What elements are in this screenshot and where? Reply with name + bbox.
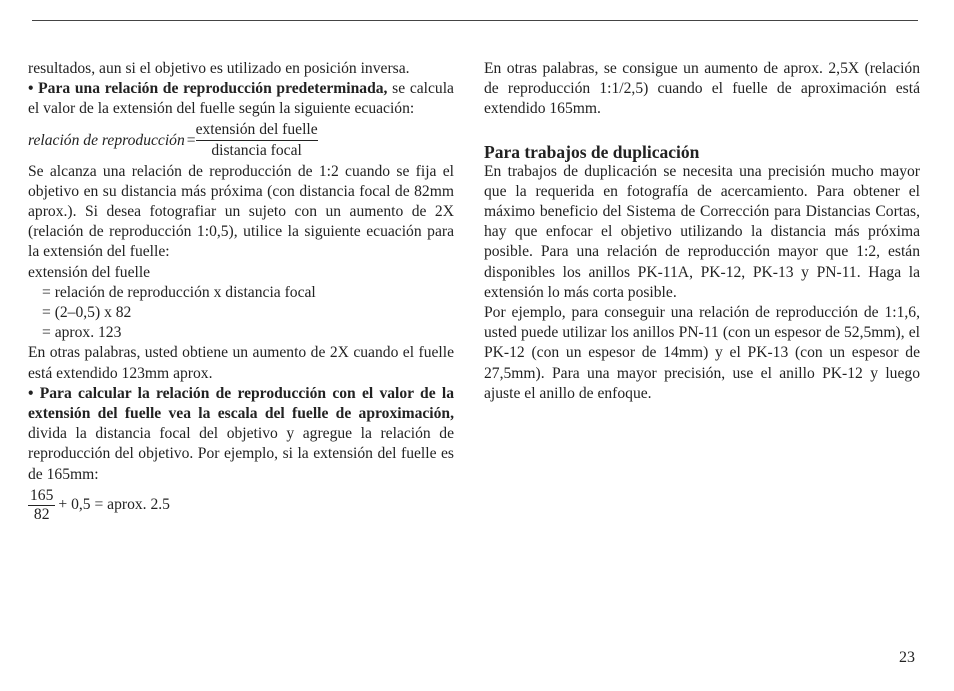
equation-lhs: relación de reproducción — [28, 131, 185, 149]
paragraph-ratio-example: Se alcanza una relación de reproducción de 1:2 cuando se fija el objetivo en su distancia más próxima (con distancia focal de 82mm aprox.). Si desea fotografiar un sujeto con un aumento de 2X (relación de reproducción 1:0,5), utilice la siguiente ecuación para la extensión del fuelle: — [28, 162, 454, 261]
left-column — [28, 59, 454, 524]
calc-line: extensión del fuelle — [28, 263, 151, 281]
section-heading-duplication: Para trabajos de duplicación — [484, 141, 700, 162]
bullet-calculate-ratio — [28, 384, 454, 485]
right-column — [484, 59, 920, 404]
final-fraction — [28, 487, 55, 524]
final-numerator: 165 — [30, 486, 54, 504]
equation-numerator: extensión del fuelle — [196, 121, 318, 141]
bullet-text-predetermined: se calcula el valor de la extensión del fuelle según la siguiente ecuación: — [28, 80, 454, 118]
bullet-predetermined-ratio — [28, 79, 454, 119]
equation-denominator: distancia focal — [211, 141, 302, 159]
bullet-dot: • — [28, 80, 34, 98]
equation-equals: = — [186, 131, 196, 149]
bullet-heading-calculate: Para calcular la relación de reproducción con el valor de la extensión del fuelle vea la escala del fuelle de aproximación, — [28, 384, 454, 423]
final-equation — [28, 487, 454, 524]
paragraph-2x-result: En otras palabras, usted obtiene un aumento de 2X cuando el fuelle está extendido 123mm aprox. — [28, 344, 454, 382]
calc-line: = (2–0,5) x 82 — [42, 304, 132, 322]
paragraph-duplication: En trabajos de duplicación se necesita una precisión mucho mayor que la requerida en fotografía de acercamiento. Para obtener el máximo beneficio del Sistema de Corrección para Distancias Cortas, hay que enfocar el objetivo utilizando la distancia más próxima posible. Para una relación de reproducción mayor que 1:2, están disponibles los anillos PK-11A, PK-12, PK-13 y PN-11. Haga la extensión lo más corta posible. — [484, 162, 920, 301]
final-denominator: 82 — [33, 505, 50, 523]
bullet-text-calculate: divida la distancia focal del objetivo y agregue la relación de reproducción del objetivo. Por ejemplo, si la extensión del fuelle es de 165mm: — [28, 425, 454, 483]
page-number: 23 — [899, 649, 915, 666]
calc-line: = relación de reproducción x distancia focal — [42, 283, 316, 301]
ratio-equation — [28, 120, 454, 162]
paragraph-2-5x-result: En otras palabras, se consigue un aumento de aprox. 2,5X (relación de reproducción 1:1/2,5) cuando el fuelle de aproximación está extendido 165mm. — [484, 60, 920, 118]
paragraph-results: resultados, aun si el objetivo es utilizado en posición inversa. — [28, 60, 410, 77]
top-rule — [32, 20, 918, 21]
calc-line: = aprox. 123 — [42, 324, 122, 342]
bellows-calculation — [28, 263, 454, 344]
bullet-dot: • — [28, 384, 34, 402]
paragraph-example-rings: Por ejemplo, para conseguir una relación de reproducción de 1:1,6, usted puede utilizar los anillos PN-11 (con un espesor de 52,5mm), el PK-12 (con un espesor de 14mm) y el PK-13 (con un espesor de 27,5mm). Para una mayor precisión, use el anillo PK-12 y luego ajuste el anillo de enfoque. — [484, 304, 920, 402]
equation-fraction — [196, 121, 318, 161]
bullet-heading-predetermined: Para una relación de reproducción predeterminada, — [38, 80, 388, 98]
final-result: + 0,5 = aprox. 2.5 — [58, 496, 170, 514]
